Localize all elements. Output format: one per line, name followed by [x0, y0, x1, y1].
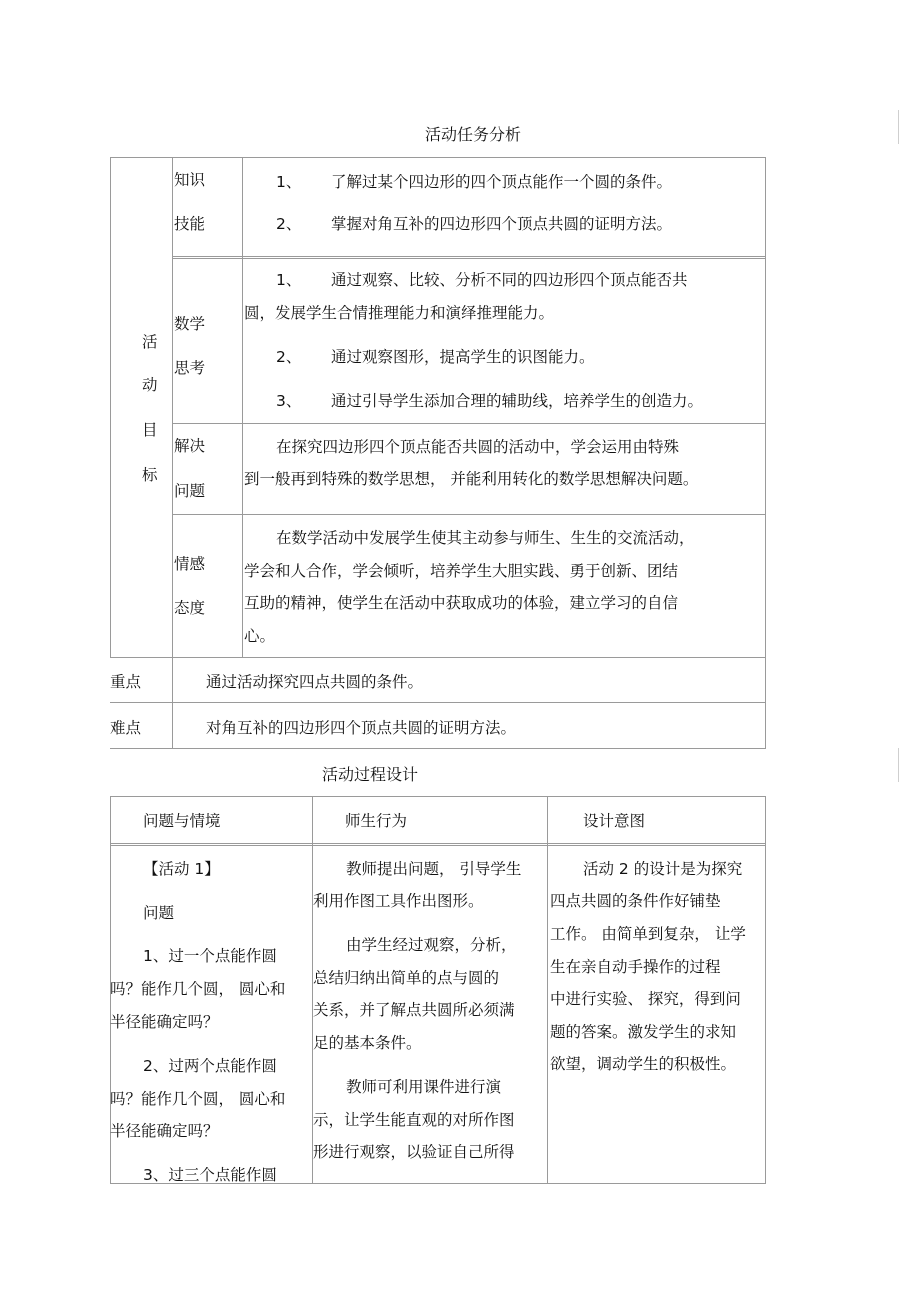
scan-edge-mark-top [898, 110, 899, 144]
knowledge-item-1: 了解过某个四边形的四个顶点能作一个圆的条件。 [331, 173, 673, 191]
header-behavior: 师生行为 [345, 812, 408, 830]
process-title: 活动过程设计 [322, 765, 419, 784]
col2-line-7: 教师可利用课件进行演 [346, 1078, 502, 1096]
col2-line-4: 总结归纳出简单的点与圆的 [313, 969, 500, 987]
thinking-item-1-line2: 圆，发展学生合情推理能力和演绎推理能力。 [244, 304, 555, 322]
col2-line-5: 关系，并了解点共圆所必须满 [313, 1001, 515, 1019]
knowledge-item-2: 掌握对角互补的四边形四个顶点共圆的证明方法。 [331, 215, 673, 233]
col3-line-4: 生在亲自动手操作的过程 [550, 958, 721, 976]
col2-line-6: 足的基本条件。 [313, 1034, 422, 1052]
col2-line-8: 示，让学生能直观的对所作图 [313, 1111, 515, 1129]
emotion-label-1: 情感 [174, 555, 206, 573]
col1-line-4: 吗？能作几个圆， 圆心和 [110, 980, 286, 998]
problem-line-2: 到一般再到特殊的数学思想， 并能利用转化的数学思想解决问题。 [244, 470, 699, 488]
header-problem: 问题与情境 [143, 812, 221, 830]
col2-line-9: 形进行观察，以验证自己所得 [313, 1143, 515, 1161]
thinking-item-3: 通过引导学生添加合理的辅助线，培养学生的创造力。 [331, 392, 704, 410]
col3-line-3: 工作。 由简单到复杂， 让学 [550, 925, 746, 943]
problem-line-1: 在探究四边形四个顶点能否共圆的活动中，学会运用由特殊 [276, 438, 680, 456]
col2-line-3: 由学生经过观察，分析， [346, 936, 517, 954]
key-point-label: 重点 [110, 673, 142, 691]
analysis-title: 活动任务分析 [425, 125, 522, 144]
col1-line-2: 问题 [143, 904, 175, 922]
difficult-point-text: 对角互补的四边形四个顶点共圆的证明方法。 [206, 719, 517, 737]
col1-line-9: 3、过三个点能作圆 [143, 1166, 277, 1184]
emotion-line-4: 心。 [244, 627, 276, 645]
thinking-label-1: 数学 [174, 315, 206, 333]
col2-line-1: 教师提出问题， 引导学生 [346, 860, 522, 878]
emotion-line-1: 在数学活动中发展学生使其主动参与师生、生生的交流活动， [276, 529, 695, 547]
scan-edge-mark-bottom [898, 748, 899, 782]
col1-line-8: 半径能确定吗？ [110, 1122, 219, 1140]
knowledge-item-1-num: 1、 [276, 173, 302, 191]
goal-label-1: 活 [142, 333, 158, 351]
knowledge-label-1: 知识 [174, 171, 206, 189]
problem-label-1: 解决 [174, 437, 206, 455]
problem-label-2: 问题 [174, 482, 206, 500]
col3-line-7: 欲望，调动学生的积极性。 [550, 1055, 737, 1073]
thinking-label-2: 思考 [174, 359, 206, 377]
col3-line-6: 题的答案。激发学生的求知 [550, 1023, 737, 1041]
emotion-line-2: 学会和人合作，学会倾听，培养学生大胆实践、勇于创新、团结 [244, 562, 679, 580]
thinking-item-1-num: 1、 [276, 271, 302, 289]
col3-line-1: 活动 2 的设计是为探究 [583, 860, 743, 878]
col1-line-3: 1、过一个点能作圆 [143, 947, 277, 965]
knowledge-label-2: 技能 [174, 215, 206, 233]
thinking-item-3-num: 3、 [276, 392, 302, 410]
key-point-text: 通过活动探究四点共圆的条件。 [206, 673, 424, 691]
col3-line-5: 中进行实验、 探究，得到问 [550, 990, 741, 1008]
goal-label-2: 动 [142, 376, 158, 394]
col1-line-6: 2、过两个点能作圆 [143, 1057, 277, 1075]
knowledge-item-2-num: 2、 [276, 215, 302, 233]
goal-label-4: 标 [142, 466, 158, 484]
thinking-item-2-num: 2、 [276, 348, 302, 366]
col1-line-7: 吗？能作几个圆， 圆心和 [110, 1090, 286, 1108]
goal-label-3: 目 [142, 421, 158, 439]
col1-line-1: 【活动 1】 [143, 860, 220, 878]
difficult-point-label: 难点 [110, 719, 142, 737]
emotion-label-2: 态度 [174, 599, 206, 617]
thinking-item-1-line1: 通过观察、比较、分析不同的四边形四个顶点能否共 [331, 271, 688, 289]
emotion-line-3: 互助的精神，使学生在活动中获取成功的体验，建立学习的自信 [244, 594, 679, 612]
header-intent: 设计意图 [583, 812, 646, 830]
col3-line-2: 四点共圆的条件作好铺垫 [550, 892, 721, 910]
col2-line-2: 利用作图工具作出图形。 [313, 892, 484, 910]
thinking-item-2: 通过观察图形，提高学生的识图能力。 [331, 348, 595, 366]
col1-line-5: 半径能确定吗？ [110, 1013, 219, 1031]
